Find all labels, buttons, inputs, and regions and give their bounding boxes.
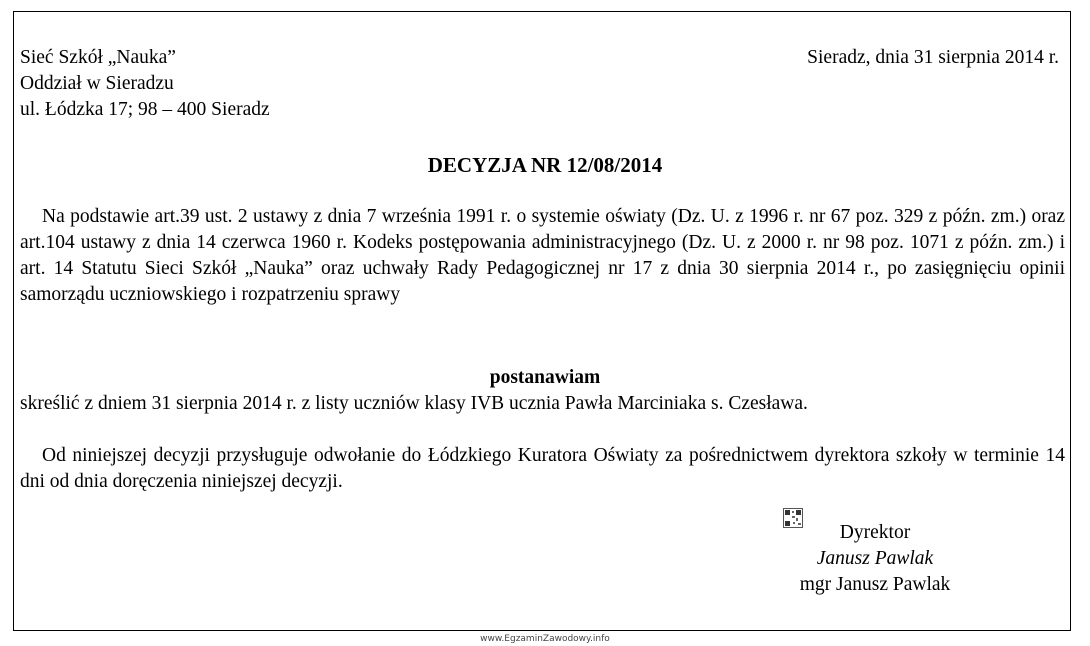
legal-basis-paragraph: Na podstawie art.39 ust. 2 ustawy z dnia 7 września 1991 r. o systemie oświaty (Dz. U. z 1996 r. nr 67 poz. 329 z późn. zm.) oraz art.104 ustawy z dnia 14 czerwca 1960 r. Kodeks postępowania administracyjnego (Dz. U. z 2000 r. nr 98 poz. 1071 z późn. zm.) i art. 14 Statutu Sieci Szkół „Nauka” oraz uchwały Rady Pedagogicznej nr 17 z dnia 30 sierpnia 2014 r., po zasięgnięciu opinii samorządu uczniowskiego i rozpatrzeniu sprawy [20, 206, 1065, 305]
decision-text: skreślić z dniem 31 sierpnia 2014 r. z listy uczniów klasy IVB ucznia Pawła Marciniaka s. Czesława. [20, 393, 808, 414]
sender-address: ul. Łódzka 17; 98 – 400 Sieradz [20, 99, 270, 120]
sender-branch: Oddział w Sieradzu [20, 73, 174, 94]
document-title: DECYZJA NR 12/08/2014 [427, 153, 663, 177]
place-date: Sieradz, dnia 31 sierpnia 2014 r. [807, 47, 1059, 68]
appeal-paragraph: Od niniejszej decyzji przysługuje odwołanie do Łódzkiego Kuratora Oświaty za pośrednictwem dyrektora szkoły w terminie 14 dni od dnia doręczenia niniejszej decyzji. [20, 445, 1065, 492]
signature-role: Dyrektor [839, 522, 911, 543]
sender-name: Sieć Szkół „Nauka” [20, 47, 176, 68]
sender-block [20, 45, 270, 123]
signature-printed-name: mgr Janusz Pawlak [799, 574, 951, 595]
decision-heading: postanawiam [489, 367, 601, 388]
handwritten-signature: Janusz Pawlak [816, 548, 934, 569]
footer-watermark: www.EgzaminZawodowy.info [480, 634, 610, 644]
signature-block [760, 520, 990, 598]
